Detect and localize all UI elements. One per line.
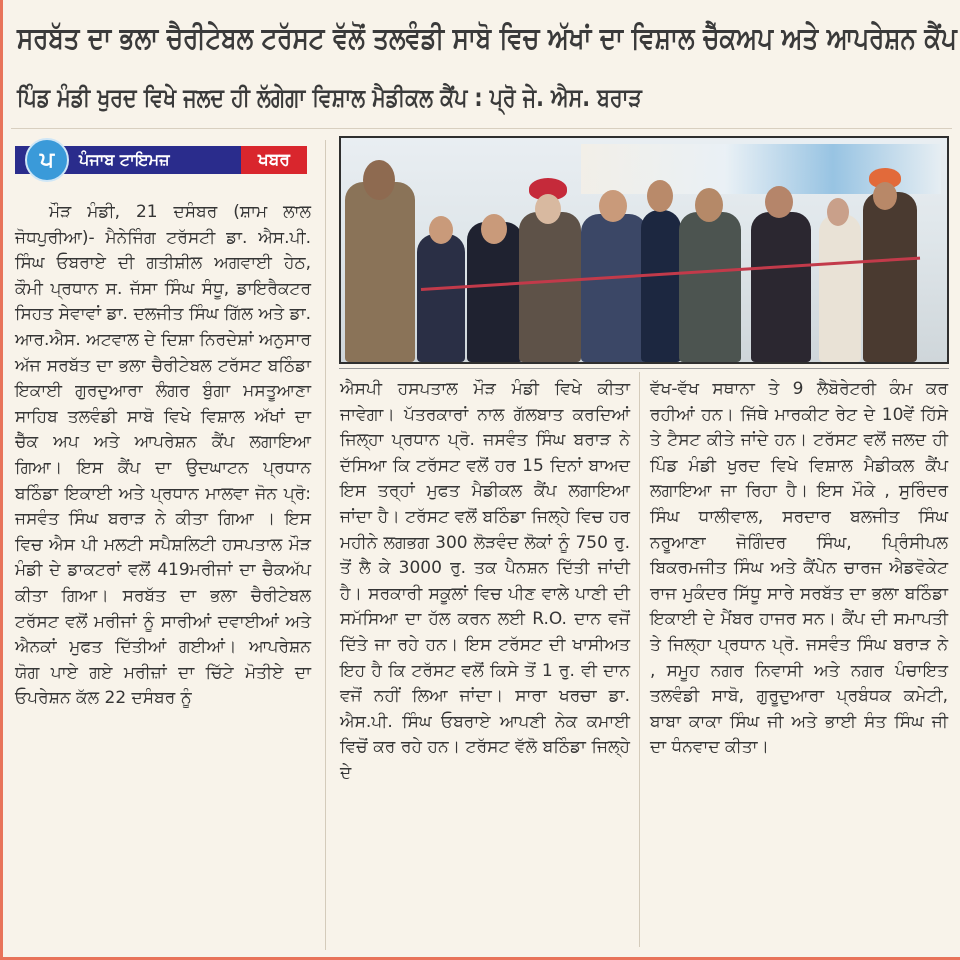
category-badge: ਖਬਰ bbox=[241, 146, 307, 174]
column-3-text: ਵੱਖ-ਵੱਖ ਸਥਾਨਾ ਤੇ 9 ਲੈਬੋਰੇਟਰੀ ਕੰਮ ਕਰ ਰਹੀਆਂ ਹਨ। ਜਿੱਥੇ ਮਾਰਕੀਟ ਰੇਟ ਦੇ 10ਵੇਂ ਹਿੱਸੇ ਤੇ ਟੈਸਟ ਕੀਤੇ ਜਾਂਦੇ ਹਨ। ਟਰੱਸਟ ਵਲੋਂ ਜਲਦ ਹੀ ਪਿੰਡ ਮੰਡੀ ਖੁਰਦ ਵਿਖੇ ਵਿਸ਼ਾਲ ਮੈਡੀਕਲ ਕੈਂਪ ਲਗਾਇਆ ਜਾ ਰਿਹਾ ਹੈ। ਇਸ ਮੌਕੇ , ਸੁਰਿੰਦਰ ਸਿੰਘ ਧਾਲੀਵਾਲ, ਸਰਦਾਰ ਬਲਜੀਤ ਸਿੰਘ ਨਰੂਆਣਾ ਜੋਗਿੰਦਰ ਸਿੰਘ, ਪ੍ਰਿੰਸੀਪਲ ਬਿਕਰਮਜੀਤ ਸਿੰਘ ਅਤੇ ਕੈਂਪੇਨ ਚਾਰਜ ਐਡਵੋਕੇਟ ਰਾਜ ਮੁਕੰਦਰ ਸਿੱਧੂ ਸਾਰੇ ਸਰਬੱਤ ਦਾ ਭਲਾ ਬਠਿੰਡਾ ਇਕਾਈ ਦੇ ਮੈਂਬਰ ਹਾਜਰ ਸਨ। ਕੈਂਪ ਦੀ ਸਮਾਪਤੀ ਤੇ ਜਿਲ੍ਹਾ ਪ੍ਰਧਾਨ ਪ੍ਰੋ. ਜਸਵੰਤ ਸਿੰਘ ਬਰਾੜ ਨੇ , ਸਮੂਹ ਨਗਰ ਨਿਵਾਸੀ ਅਤੇ ਨਗਰ ਪੰਚਾਇਤ ਤਲਵੰਡੀ ਸਾਬੋ, ਗੁਰੂਦੁਆਰਾ ਪ੍ਰਬੰਧਕ ਕਮੇਟੀ, ਬਾਬਾ ਕਾਕਾ ਸਿੰਘ ਜੀ ਅਤੇ ਭਾਈ ਸੰਤ ਸਿੰਘ ਜੀ ਦਾ ਧੰਨਵਾਦ ਕੀਤਾ। bbox=[650, 379, 948, 758]
headline: ਸਰਬੱਤ ਦਾ ਭਲਾ ਚੈਰੀਟੇਬਲ ਟਰੱਸਟ ਵੱਲੋਂ ਤਲਵੰਡੀ ਸਾਬੋ ਵਿਚ ਅੱਖਾਂ ਦਾ ਵਿਸ਼ਾਲ ਚੈੱਕਅਪ ਅਤੇ ਆਪਰੇਸ਼ਨ ਕੈਂਪ bbox=[17, 21, 957, 56]
column-2-text: ਐਸਪੀ ਹਸਪਤਾਲ ਮੌੜ ਮੰਡੀ ਵਿਖੇ ਕੀਤਾ ਜਾਵੇਗਾ। ਪੱਤਰਕਾਰਾਂ ਨਾਲ ਗੱਲਬਾਤ ਕਰਦਿਆਂ ਜਿਲ੍ਹਾ ਪ੍ਰਧਾਨ ਪ੍ਰੋ. ਜਸਵੰਤ ਸਿੰਘ ਬਰਾੜ ਨੇ ਦੱਸਿਆ ਕਿ ਟਰੱਸਟ ਵਲੋਂ ਹਰ 15 ਦਿਨਾਂ ਬਾਅਦ ਇਸ ਤਰ੍ਹਾਂ ਮੁਫਤ ਮੈਡੀਕਲ ਕੈਂਪ ਲਗਾਇਆ ਜਾਂਦਾ ਹੈ। ਟਰੱਸਟ ਵਲੋਂ ਬਠਿੰਡਾ ਜਿਲ੍ਹੇ ਵਿਚ ਹਰ ਮਹੀਨੇ ਲਗਭਗ 300 ਲੋੜਵੰਦ ਲੋਕਾਂ ਨੂੰ 750 ਰੁ. ਤੋਂ ਲੈ ਕੇ 3000 ਰੁ. ਤਕ ਪੈਨਸ਼ਨ ਦਿੱਤੀ ਜਾਂਦੀ ਹੈ। ਸਰਕਾਰੀ ਸਕੂਲਾਂ ਵਿਚ ਪੀਣ ਵਾਲੇ ਪਾਣੀ ਦੀ ਸਮੱਸਿਆ ਦਾ ਹੱਲ ਕਰਨ ਲਈ R.O. ਦਾਨ ਵਜੋਂ ਦਿੱਤੇ ਜਾ ਰਹੇ ਹਨ। ਇਸ ਟਰੱਸਟ ਦੀ ਖਾਸੀਅਤ ਇਹ ਹੈ ਕਿ ਟਰੱਸਟ ਵਲੋਂ ਕਿਸੇ ਤੋਂ 1 ਰੁ. ਵੀ ਦਾਨ ਵਜੋਂ ਨਹੀਂ ਲਿਆ ਜਾਂਦਾ। ਸਾਰਾ ਖਰਚਾ ਡਾ. ਐਸ.ਪੀ. ਸਿੰਘ ਓਬਰਾਏ ਆਪਣੀ ਨੇਕ ਕਮਾਈ ਵਿਚੋਂ ਕਰ ਰਹੇ ਹਨ। ਟਰੱਸਟ ਵੱਲੋ ਬਠਿੰਡਾ ਜਿਲ੍ਹੇ ਦੇ bbox=[340, 379, 630, 783]
photo-head bbox=[873, 182, 897, 210]
brand-name: ਪੰਜਾਬ ਟਾਇਮਜ਼ bbox=[79, 150, 170, 169]
source-banner bbox=[15, 146, 307, 174]
column-divider bbox=[325, 140, 326, 950]
ribbon-cutting-photo bbox=[339, 136, 949, 364]
subheadline: ਪਿੰਡ ਮੰਡੀ ਖੁਰਦ ਵਿਖੇ ਜਲਦ ਹੀ ਲੱਗੇਗਾ ਵਿਸ਼ਾਲ ਮੈਡੀਕਲ ਕੈਂਪ : ਪ੍ਰੋ ਜੇ. ਐਸ. ਬਰਾੜ bbox=[17, 83, 642, 112]
column-divider bbox=[639, 372, 640, 947]
article-column-1 bbox=[15, 200, 311, 712]
photo-person bbox=[581, 214, 647, 362]
photo-head bbox=[765, 186, 793, 218]
photo-head bbox=[695, 188, 723, 222]
photo-person bbox=[417, 234, 465, 362]
photo-head bbox=[481, 214, 507, 244]
photo-person bbox=[819, 214, 861, 362]
photo-person bbox=[519, 212, 581, 362]
photo-person bbox=[641, 210, 681, 362]
article-column-2 bbox=[340, 377, 630, 787]
photo-head bbox=[429, 216, 453, 244]
column-1-text: ਮੌੜ ਮੰਡੀ, 21 ਦਸੰਬਰ (ਸ਼ਾਮ ਲਾਲ ਜੋਧਪੁਰੀਆ)- ਮੈਨੇਜਿੰਗ ਟਰੱਸਟੀ ਡਾ. ਐਸ.ਪੀ. ਸਿੰਘ ਓਬਰਾਏ ਦੀ ਗਤੀਸ਼ੀਲ ਅਗਵਾਈ ਹੇਠ, ਕੌਮੀ ਪ੍ਰਧਾਨ ਸ. ਜੱਸਾ ਸਿੰਘ ਸੰਧੂ, ਡਾਇਰੈਕਟਰ ਸਿਹਤ ਸੇਵਾਵਾਂ ਡਾ. ਦਲਜੀਤ ਸਿੰਘ ਗਿੱਲ ਅਤੇ ਡਾ. ਆਰ.ਐਸ. ਅਟਵਾਲ ਦੇ ਦਿਸ਼ਾ ਨਿਰਦੇਸ਼ਾਂ ਅਨੁਸਾਰ ਅੱਜ ਸਰਬੱਤ ਦਾ ਭਲਾ ਚੈਰੀਟੇਬਲ ਟਰੱਸਟ ਬਠਿੰਡਾ ਇਕਾਈ ਗੁਰਦੁਆਰਾ ਲੰਗਰ ਬੁੰਗਾ ਮਸਤੂਆਣਾ ਸਾਹਿਬ ਤਲਵੰਡੀ ਸਾਬੋ ਵਿਖੇ ਵਿਸ਼ਾਲ ਅੱਖਾਂ ਦਾ ਚੈੱਕ ਅਪ ਅਤੇ ਆਪਰੇਸ਼ਨ ਕੈਂਪ ਲਗਾਇਆ ਗਿਆ। ਇਸ ਕੈਂਪ ਦਾ ਉਦਘਾਟਨ ਪ੍ਰਧਾਨ ਬਠਿੰਡਾ ਇਕਾਈ ਅਤੇ ਪ੍ਰਧਾਨ ਮਾਲਵਾ ਜੋਨ ਪ੍ਰੋ: ਜਸਵੰਤ ਸਿੰਘ ਬਰਾੜ ਨੇ ਕੀਤਾ ਗਿਆ । ਇਸ ਵਿਚ ਐਸ ਪੀ ਮਲਟੀ ਸਪੈਸ਼ਲਿਟੀ ਹਸਪਤਾਲ ਮੌੜ ਮੰਡੀ ਦੇ ਡਾਕਟਰਾਂ ਵਲੋਂ 419ਮਰੀਜਾਂ ਦਾ ਚੈਕਅੱਪ ਕੀਤਾ ਗਿਆ। ਸਰਬੱਤ ਦਾ ਭਲਾ ਚੈਰੀਟੇਬਲ ਟਰੱਸਟ ਵਲੋਂ ਮਰੀਜਾਂ ਨੂੰ ਸਾਰੀਆਂ ਦਵਾਈਆਂ ਅਤੇ ਐਨਕਾਂ ਮੁਫਤ ਦਿੱਤੀਆਂ ਗਈਆਂ। ਆਪਰੇਸ਼ਨ ਯੋਗ ਪਾਏ ਗਏ ਮਰੀਜ਼ਾਂ ਦਾ ਚਿੱਟੇ ਮੋਤੀਏ ਦਾ ਓਪਰੇਸ਼ਨ ਕੱਲ 22 ਦਸੰਬਰ ਨੂੰ bbox=[15, 202, 311, 709]
photo-person bbox=[863, 192, 917, 362]
photo-head bbox=[599, 190, 627, 222]
photo-divider bbox=[339, 368, 949, 369]
photo-head bbox=[647, 180, 673, 212]
logo-glyph: ਪ bbox=[39, 147, 55, 173]
punjab-times-logo-icon bbox=[25, 138, 69, 182]
photo-person bbox=[751, 212, 811, 362]
photo-head bbox=[827, 198, 849, 226]
photo-person bbox=[679, 212, 741, 362]
article-column-3 bbox=[650, 377, 948, 761]
photo-head bbox=[363, 160, 395, 200]
header-divider bbox=[11, 128, 952, 129]
photo-person bbox=[345, 182, 415, 362]
photo-head bbox=[535, 194, 561, 224]
